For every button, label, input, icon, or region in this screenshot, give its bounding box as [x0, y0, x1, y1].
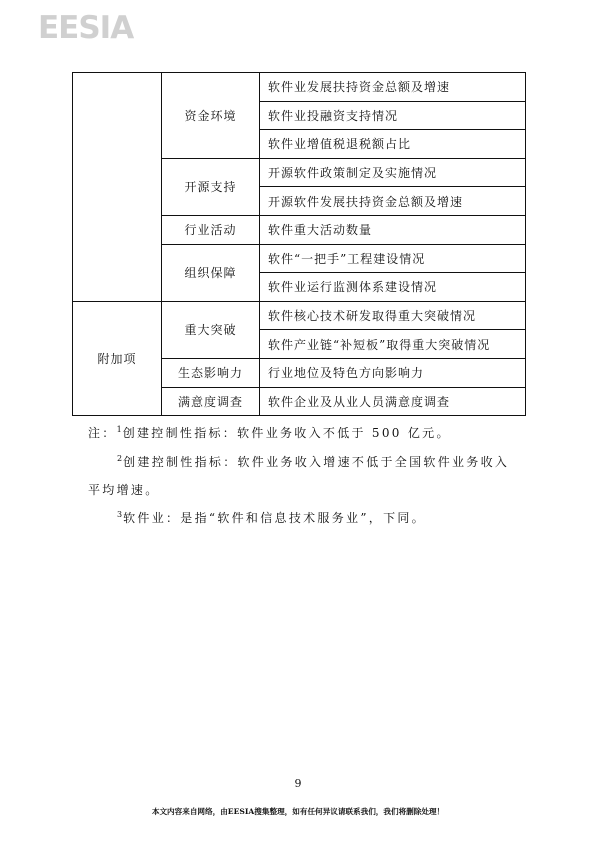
- footnote-marker: 2: [117, 454, 123, 463]
- footnote-marker: 1: [116, 425, 122, 434]
- subcategory-cell: 行业活动: [162, 215, 260, 244]
- subcategory-cell: 生态影响力: [162, 358, 260, 387]
- subcategory-cell: 资金环境: [162, 73, 260, 159]
- category-cell-continued: [73, 73, 162, 302]
- page-number: 9: [294, 777, 302, 790]
- table-row: [73, 301, 526, 330]
- table-row: [73, 73, 526, 102]
- footnote-3: [117, 510, 426, 526]
- footnote-text: 创建控制性指标：软件业务收入不低于 500 亿元。: [122, 426, 451, 440]
- indicator-cell: 软件业发展扶持资金总额及增速: [260, 73, 526, 102]
- indicator-cell: 开源软件发展扶持资金总额及增速: [260, 187, 526, 216]
- eesia-logo: EESIA: [38, 10, 134, 46]
- footnote-2: [117, 454, 509, 470]
- subcategory-cell: 重大突破: [162, 301, 260, 358]
- indicator-cell: 软件“一把手”工程建设情况: [260, 244, 526, 273]
- notes-label: 注：: [88, 426, 117, 440]
- footnote-text: 创建控制性指标：软件业务收入增速不低于全国软件业务收入: [123, 455, 510, 469]
- footnote-text: 软件业：是指“软件和信息技术服务业”，下同。: [123, 511, 426, 525]
- footnote-marker: 3: [117, 510, 123, 519]
- indicator-table: [72, 72, 526, 416]
- footnote-1: [88, 425, 451, 441]
- subcategory-cell: 满意度调查: [162, 387, 260, 416]
- indicator-cell: 软件业增值税退税额占比: [260, 130, 526, 159]
- footer-disclaimer: 本文内容来自网络，由EESIA搜集整理，如有任何异议请联系我们，我们将删除处理！: [151, 807, 445, 816]
- indicator-cell: 软件重大活动数量: [260, 215, 526, 244]
- indicator-cell: 开源软件政策制定及实施情况: [260, 158, 526, 187]
- footnote-2-continuation: 平均增速。: [88, 483, 160, 497]
- indicator-cell: 软件业运行监测体系建设情况: [260, 273, 526, 302]
- indicator-cell: 软件产业链“补短板”取得重大突破情况: [260, 330, 526, 359]
- indicator-cell: 行业地位及特色方向影响力: [260, 358, 526, 387]
- category-cell-extra: 附加项: [73, 301, 162, 415]
- indicator-cell: 软件核心技术研发取得重大突破情况: [260, 301, 526, 330]
- subcategory-cell: 组织保障: [162, 244, 260, 301]
- subcategory-cell: 开源支持: [162, 158, 260, 215]
- indicator-cell: 软件业投融资支持情况: [260, 101, 526, 130]
- indicator-cell: 软件企业及从业人员满意度调查: [260, 387, 526, 416]
